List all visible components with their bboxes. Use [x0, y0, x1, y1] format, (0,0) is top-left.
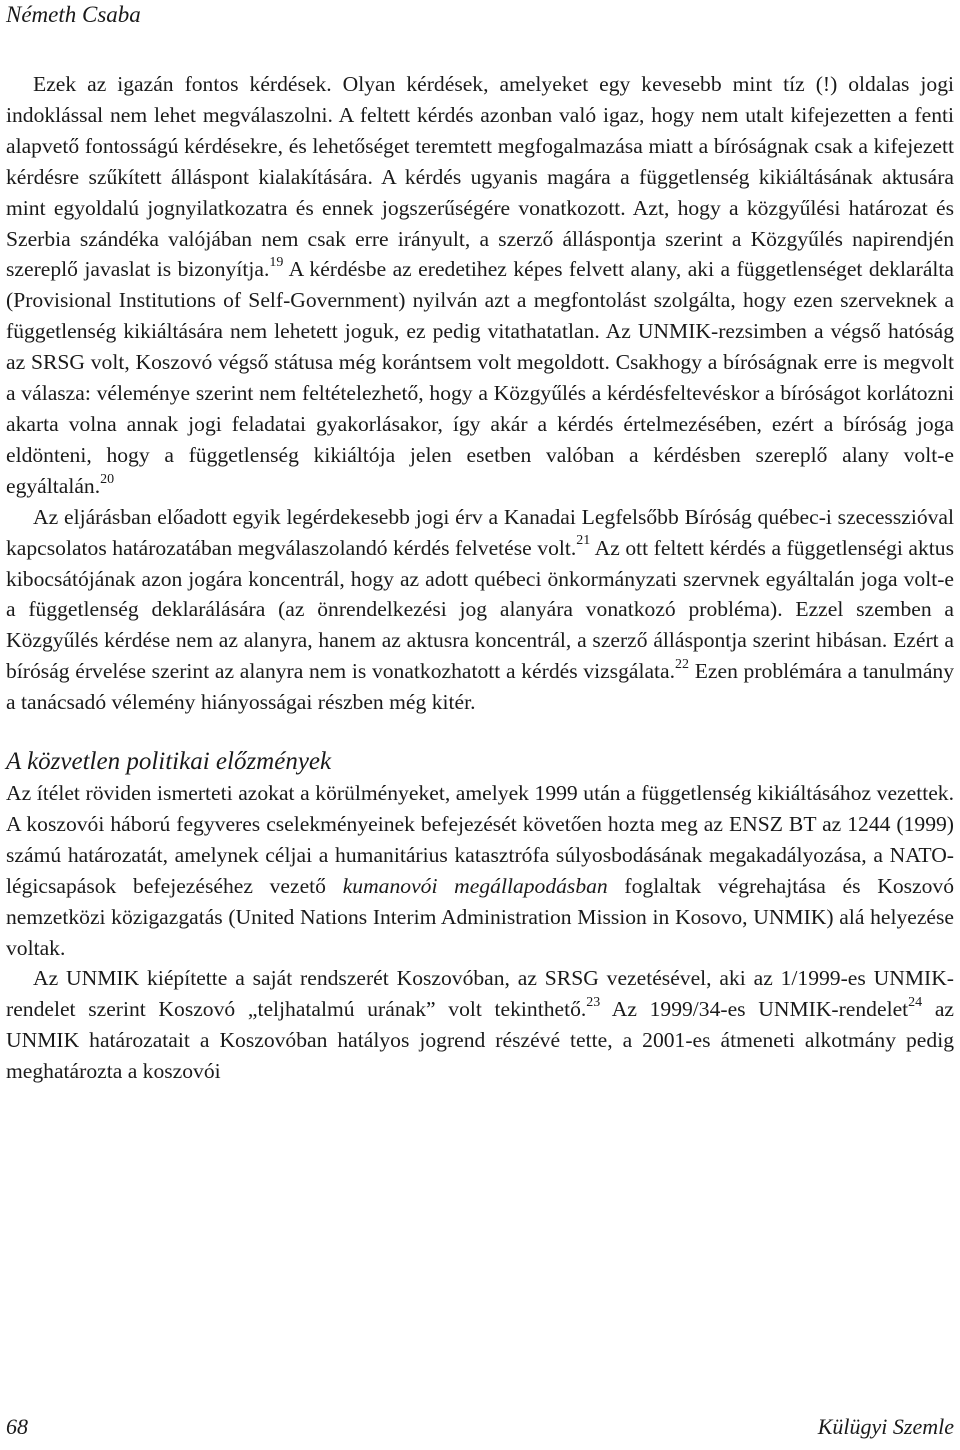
running-head-author: Németh Csaba [6, 2, 141, 27]
paragraphs-after-heading [6, 778, 954, 1087]
italic-text: kumanovói megállapodásban [342, 873, 608, 898]
paragraph [6, 69, 954, 502]
text-run: Az eljárásban előadott egyik legérdekesebb jogi érv a Kanadai Legfelsőbb Bíróság québec-i szecesszióval kapcsolatos határozatában megválaszolandó kérdés felvetése volt. [6, 504, 954, 560]
paragraph [6, 778, 954, 963]
text-run: Ezen problémára a tanulmány a tanácsadó vélemény hiányosságai részben még kitér. [6, 659, 954, 715]
text-run: foglaltak végrehajtása és Koszovó nemzetközi közigazgatás (United Nations Interim Administration Mission in Kosovo, UNMIK) alá helyezése voltak. [6, 873, 954, 960]
section-heading: A közvetlen politikai előzmények [6, 748, 332, 776]
text-run: Ezek az igazán fontos kérdések. Olyan kérdések, amelyeket egy kevesebb mint tíz (!) oldalas jogi indoklással nem lehet megválaszolni. A feltett kérdés azonban való igaz, hogy nem utalt kifejezetten a fenti alapvető fontosságú kérdésekre, és lehetőséget teremtett megfogalmazása miatt a bíróságnak csak a kifejezett kérdésre szűkített álláspont kialakítására. A kérdés ugyanis magára a függetlenség kikiáltásának aktusára mint egyoldalú jognyilatkozatra és ennek jogszerűségére vonatkozott. Azt, hogy a közgyűlési határozat és Szerbia szándéka valójában nem csak erre irányult, a szerző álláspontja szerint a Közgyűlés napirendjén szereplő javaslat is bizonyítja. [6, 72, 954, 282]
footnote-ref: 23 [586, 995, 601, 1011]
paragraphs-before-heading [6, 69, 954, 718]
text-run: A kérdésbe az eredetihez képes felvett alany, aki a függetlenséget deklarálta (Provisional Institutions of Self-Government) nyilván azt a megfontolást szolgálta, hogy ezen szerveknek a függetlenség kikiáltására nem lehetett joguk, ez pedig vitathatatlan. Az UNMIK-rezsimben a végső hatóság az SRSG volt, Koszovó végső státusa még korántsem volt megoldott. Csakhogy a bíróságnak erre is megvolt a válasza: véleménye szerint nem feltételezhető, hogy a Közgyűlés a kérdésfeltevéskor a bíróságot korlátozni akarta volna annak jogi feladatai gyakorlásakor, így akár a kérdés értelmezésében, ezért a bíróság joga eldönteni, hogy a függetlenség kikiáltója jelen esetben valóban a kérdésben szereplő alany volt-e egyáltalán. [6, 257, 954, 498]
text-run: Az ítélet röviden ismerteti azokat a körülményeket, amelyek 1999 után a függetlenség kikiáltásához vezettek. A koszovói háború fegyveres cselekményeinek befejezését követően hozta meg az ENSZ BT az 1244 (1999) számú határozatát, amelynek céljai a humanitárius katasztrófa súlyosbodásának megakadályozása, a NATO-légicsapások befejezéséhez vezető [6, 781, 954, 898]
text-run: Az UNMIK kiépítette a saját rendszerét Koszovóban, az SRSG vezetésével, aki az 1/1999-es UNMIK-rendelet szerint Koszovó „teljhatalmú urának” volt tekinthető. [6, 966, 954, 1022]
footnote-ref: 24 [908, 995, 923, 1011]
journal-title: Külügyi Szemle [817, 1414, 954, 1439]
body-text [6, 69, 954, 1087]
page-number: 68 [6, 1414, 28, 1439]
footnote-ref: 22 [675, 657, 690, 673]
text-run: Az ott feltett kérdés a függetlenségi aktus kibocsátójának azon jogára koncentrál, hogy az adott québeci önkormányzati szervnek egyáltalán joga volt-e a függetlenség deklarálására (az önrendelkezési jog alanyára vonatkozó probléma). Ezzel szemben a Közgyűlés kérdése nem az alanyra, hanem az aktusra koncentrál, a szerző álláspontja szerint hibásan. Ezért a bíróság érvelése szerint az alanyra nem is vonatkozhatott a kérdés vizsgálata. [6, 535, 955, 684]
footnote-ref: 19 [269, 255, 284, 271]
paragraph [6, 963, 954, 1087]
footnote-ref: 21 [576, 533, 591, 549]
text-run: Az 1999/34-es UNMIK-rendelet [600, 997, 909, 1022]
text-run: az UNMIK határozatait a Koszovóban hatályos jogrend részévé tette, a 2001-es átmeneti alkotmány pedig meghatározta a koszovói [6, 997, 954, 1084]
paragraph [6, 502, 954, 718]
footnote-ref: 20 [100, 471, 115, 487]
